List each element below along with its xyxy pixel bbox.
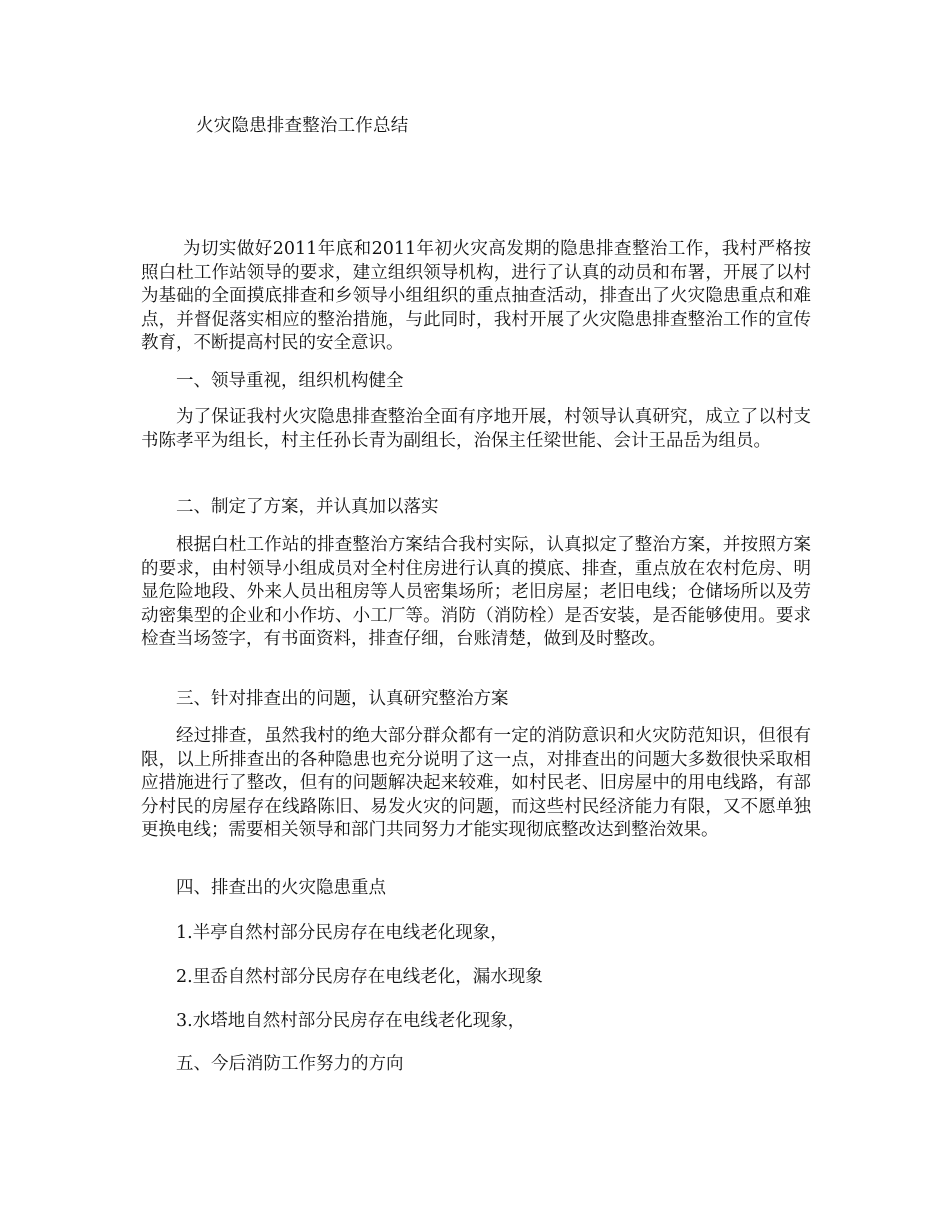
intro-paragraph: 为切实做好2011年底和2011年初火灾高发期的隐患排查整治工作，我村严格按照白杜工作站领导的要求，建立组织领导机构，进行了认真的动员和布署，开展了以村为基础的全面摸底排查和乡领导小组组织的重点抽查活动，排查出了火灾隐患重点和难点，并督促落实相应的整治措施，与此同时，我村开展了火灾隐患排查整治工作的宣传教育，不断提高村民的安全意识。 — [141, 239, 811, 353]
section-1-heading: 一、领导重视，组织机构健全 — [176, 371, 404, 391]
hazard-list-item: 1.半亭自然村部分民房存在电线老化现象， — [176, 923, 508, 943]
hazard-list-item: 3.水塔地自然村部分民房存在电线老化现象， — [176, 1011, 526, 1031]
section-2-heading: 二、制定了方案，并认真加以落实 — [176, 497, 439, 517]
section-4-heading: 四、排查出的火灾隐患重点 — [176, 878, 386, 898]
document-title: 火灾隐患排查整治工作总结 — [196, 116, 409, 136]
section-2-paragraph: 根据白杜工作站的排查整治方案结合我村实际，认真拟定了整治方案，并按照方案的要求，由村领导小组成员对全村住房进行认真的摸底、排查，重点放在农村危房、明显危险地段、外来人员出租房等人员密集场所；老旧房屋；老旧电线；仓储场所以及劳动密集型的企业和小作坊、小工厂等。消防（消防栓）是否安装，是否能够使用。要求检查当场签字，有书面资料，排查仔细，台账清楚，做到及时整改。 — [141, 535, 811, 649]
section-5-heading: 五、今后消防工作努力的方向 — [176, 1054, 404, 1074]
section-3-heading: 三、针对排查出的问题，认真研究整治方案 — [176, 689, 509, 709]
section-3-paragraph: 经过排查，虽然我村的绝大部分群众都有一定的消防意识和火灾防范知识，但很有限，以上所排查出的各种隐患也充分说明了这一点，对排查出的问题大多数很快采取相应措施进行了整改，但有的问题解决起来较难，如村民老、旧房屋中的用电线路，有部分村民的房屋存在线路陈旧、易发火灾的问题，而这些村民经济能力有限，又不愿单独更换电线；需要相关领导和部门共同努力才能实现彻底整改达到整治效果。 — [141, 726, 811, 840]
hazard-list-item: 2.里岙自然村部分民房存在电线老化，漏水现象 — [176, 967, 543, 987]
section-1-paragraph: 为了保证我村火灾隐患排查整治全面有序地开展，村领导认真研究，成立了以村支书陈孝平为组长，村主任孙长青为副组长，治保主任梁世能、会计王品岳为组员。 — [141, 407, 811, 451]
